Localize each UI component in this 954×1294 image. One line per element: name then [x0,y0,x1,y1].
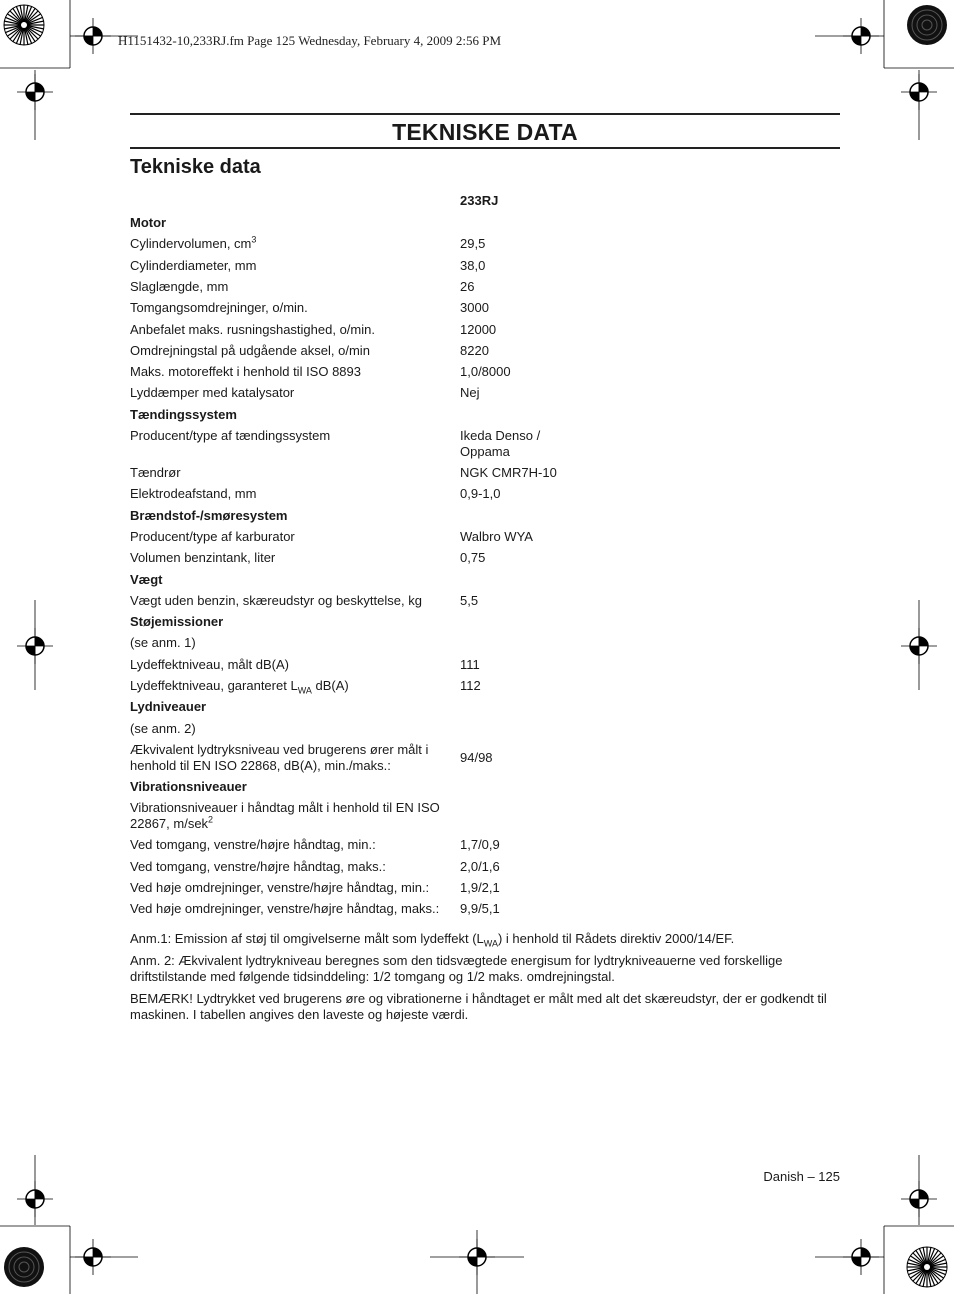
spec-label: Ækvivalent lydtryksniveau ved brugerens ører målt i henhold til EN ISO 22868, dB(A), min./maks.: [130,741,429,773]
spec-value: 0,9-1,0 [460,486,501,502]
spec-value: 94/98 [460,749,493,765]
spec-value: Nej [460,385,480,401]
table-row [130,635,840,656]
spec-label: Anbefalet maks. rusningshastighed, o/min. [130,321,375,337]
table-row [130,550,840,571]
table-row [130,800,840,837]
spec-label: Ved tomgang, venstre/højre håndtag, min.: [130,837,376,853]
section-heading: Brændstof-/smøresystem [130,507,288,523]
spec-value: Ikeda Denso / Oppama [460,428,541,459]
spec-value: 26 [460,278,475,294]
table-row [130,593,840,614]
table-row [130,364,840,385]
spec-label: Elektrodeafstand, mm [130,486,257,502]
notes [130,931,840,1029]
spec-label: Cylindervolumen, $cm^3$ [130,234,257,252]
table-row [130,385,840,406]
spec-label: Maks. motoreffekt i henhold til ISO 8893 [130,364,361,380]
spec-label: Slaglængde, mm [130,278,229,294]
spec-label: Tændrør [130,465,181,480]
spec-label: Producent/type af karburator [130,528,295,544]
spec-label: Cylinderdiameter, mm [130,257,257,273]
table-row [130,343,840,364]
spec-label: Ved høje omdrejninger, venstre/højre håndtag, min.: [130,879,430,895]
table-row [130,837,840,858]
spec-label: Tomgangsomdrejninger, o/min. [130,300,308,316]
table-row [130,880,840,901]
spec-label: Vibrationsniveauer i håndtag målt i henhold til EN ISO 22867, m/sek$^2$ [130,800,440,832]
section-heading: Vægt [130,571,163,587]
spec-label: Producent/type af tændingssystem [130,428,331,443]
table-row [130,236,840,257]
section-heading-row [130,215,840,236]
note-1: Anm.1: Emission af støj til omgivelserne målt som lydeffekt $(L_{WA})$ i henhold til Rådets direktiv 2000/14/EF. [130,931,735,949]
spec-value: 2,0/1,6 [460,858,500,874]
spec-label: Lydeffektniveau, målt dB(A) [130,656,289,672]
table-row [130,657,840,678]
section-heading: Tændingssystem [130,406,237,422]
spec-value: 0,75 [460,550,486,566]
section-heading: Lydniveauer [130,699,207,715]
section-heading-row [130,614,840,635]
spec-label: (se anm. 1) [130,635,196,651]
spec-label: Omdrejningstal på udgående aksel, o/min [130,342,370,358]
table-row [130,300,840,321]
spec-value: NGK CMR7H-10 [460,465,557,480]
section-heading-row [130,779,840,800]
table-row [130,901,840,922]
table-row [130,742,840,779]
section-title: Tekniske data [130,156,261,178]
table-row [130,721,840,742]
spec-label: Vægt uden benzin, skæreudstyr og beskyttelse, kg [130,592,422,608]
table-row [130,529,840,550]
section-heading-row [130,572,840,593]
spec-value: 1,0/8000 [460,364,511,380]
section-heading: Motor [130,215,167,230]
model-label: 233RJ [460,193,499,208]
table-row [130,322,840,343]
section-heading: Vibrationsniveauer [130,778,247,794]
spec-value: Walbro WYA [460,528,533,544]
spec-value: 1,7/0,9 [460,837,500,853]
table-row [130,486,840,507]
table-row [130,428,840,465]
table-row [130,859,840,880]
spec-label: Ved tomgang, venstre/højre håndtag, maks.: [130,858,386,874]
table-row [130,465,840,486]
spec-label: (se anm. 2) [130,720,196,736]
spec-label: Ved høje omdrejninger, venstre/højre håndtag, maks.: [130,901,440,917]
table-row [130,678,840,699]
table-row [130,279,840,300]
section-heading-row [130,699,840,720]
page-footer: Danish – 125 [763,1169,840,1184]
section-heading-row [130,407,840,428]
spec-value: 12000 [460,321,497,337]
spec-value: 1,9/2,1 [460,879,500,895]
spec-value: 9,9/5,1 [460,901,500,917]
table-row [130,258,840,279]
spec-value: 29,5 [460,236,486,252]
spec-label: Lyddæmper med katalysator [130,385,295,401]
running-header: H1151432-10,233RJ.fm Page 125 Wednesday, February 4, 2009 2:56 PM [118,33,502,48]
spec-value: 111 [460,656,480,672]
spec-label: Lydeffektniveau, garanteret $L_{WA}$ dB(A) [130,678,349,696]
note-2: Anm. 2: Ækvivalent lydtrykniveau beregnes som den tidsvægtede energisum for lydtrykniveauerne ved forskellige driftstilstande med følgende tidsinddeling: 1/2 tomgang og 1/2 maks. omdrejningstal. [130,953,783,984]
spec-value: 5,5 [460,592,479,608]
spec-value: 8220 [460,342,489,358]
spec-label: Volumen benzintank, liter [130,550,276,566]
page-title-banner: TEKNISKE DATA [130,113,840,149]
spec-value: 38,0 [460,257,486,273]
spec-value: 3000 [460,300,489,316]
section-heading: Støjemissioner [130,614,224,630]
remark: BEMÆRK! Lydtrykket ved brugerens øre og vibrationerne i håndtaget er målt med alt det skæreudstyr, der er godkendt til maskinen. I tabellen angives den laveste og højeste værdi. [130,991,827,1022]
section-heading-row [130,508,840,529]
spec-value: 112 [460,678,481,693]
